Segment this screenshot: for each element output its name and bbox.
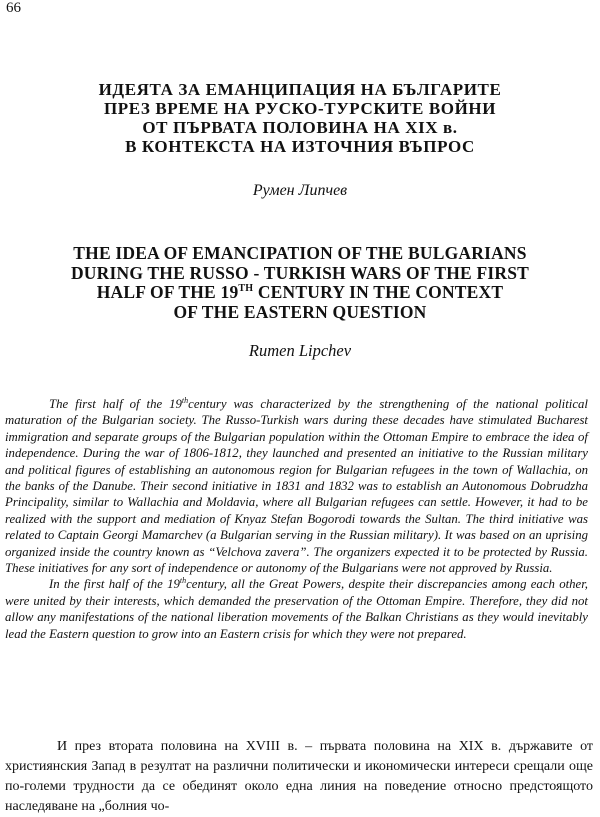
title-english [0,244,600,322]
abstract-text: century was characterized by the strengthening of the national political maturation of the Bulgarian society. The Russo-Turkish wars during these decades have stimulated Bucharest immigration and separate groups of the Bulgarian population within the Ottoman Empire to embrace the idea of independence. During the war of 1806-1812, they launched and presented an initiative to the Russian military and political figures of establishing an autonomous region for Bulgarian refugees in the town of Wallachia, on the banks of the Danube. Their second initiative in 1831 and 1832 was to establish an Autonomous Dobrudzha Principality, similar to Wallachia and Moldavia, where all Bulgarian refugees can settle. However, it had to be realized with the support and mediation of Knyaz Stefan Bogorodi towards the Sultan. The third initiative was related to Captain Georgi Mamarchev (a Bulgarian serving in the Russian military). It was based on an uprising organized inside the country known as “Velchova zavera”. The organizers expected it to be protected by Russia. These initiatives for any sort of independence or autonomy of the Bulgarians were not approved by Russia. [5,397,588,576]
page-number: 66 [6,0,21,16]
title-bulgarian [20,80,580,156]
author-bulgarian: Румен Липчев [252,182,348,199]
title-bg-line: ИДЕЯТА ЗА ЕМАНЦИПАЦИЯ НА БЪЛГАРИТЕ [98,80,502,99]
body-paragraph: И през втората половина на XVIII в. – първата половина на XIX в. държавите от християнския Запад в резултат на различни политически и икономически интереси срещали още по-големи трудности да се обединят около една линия на поведение относно предстоящото наследяване на „болния чо- [5,739,593,814]
body-text [5,737,593,817]
abstract-paragraph [5,576,588,642]
title-en-line [0,283,600,303]
abstract-text: The first half of the 19 [49,397,182,411]
abstract [5,396,588,642]
abstract-text: century, all the Great Powers, despite their discrepancies among each other, were united by their interests, which demanded the preservation of the Ottoman Empire. Therefore, they did not allow any manifestations of the national liberation movements of the Balkan Christians as they would inevitably lead the Eastern question to grow into an Eastern crisis for which they were not prepared. [5,577,588,641]
title-en-text: CENTURY IN THE CONTEXT [253,282,504,302]
title-en-line: THE IDEA OF EMANCIPATION OF THE BULGARIANS [73,243,527,263]
title-bg-line: В КОНТЕКСТА НА ИЗТОЧНИЯ ВЪПРОС [125,137,475,156]
title-en-line: DURING THE RUSSO - TURKISH WARS OF THE FIRST [70,262,530,283]
title-bg-line: ПРЕЗ ВРЕМЕ НА РУСКО-ТУРСКИТЕ ВОЙНИ [103,99,497,118]
abstract-paragraph [5,396,588,576]
abstract-superscript: th [179,576,187,586]
title-en-text: HALF OF THE 19 [96,282,239,302]
author-english: Rumen Lipchev [248,341,352,360]
title-en-superscript: TH [238,283,254,294]
abstract-superscript: th [181,396,189,405]
abstract-text: In the first half of the 19 [49,577,180,592]
title-bg-line: ОТ ПЪРВАТА ПОЛОВИНА НА XIX в. [142,118,458,137]
title-en-line: OF THE EASTERN QUESTION [173,301,427,322]
